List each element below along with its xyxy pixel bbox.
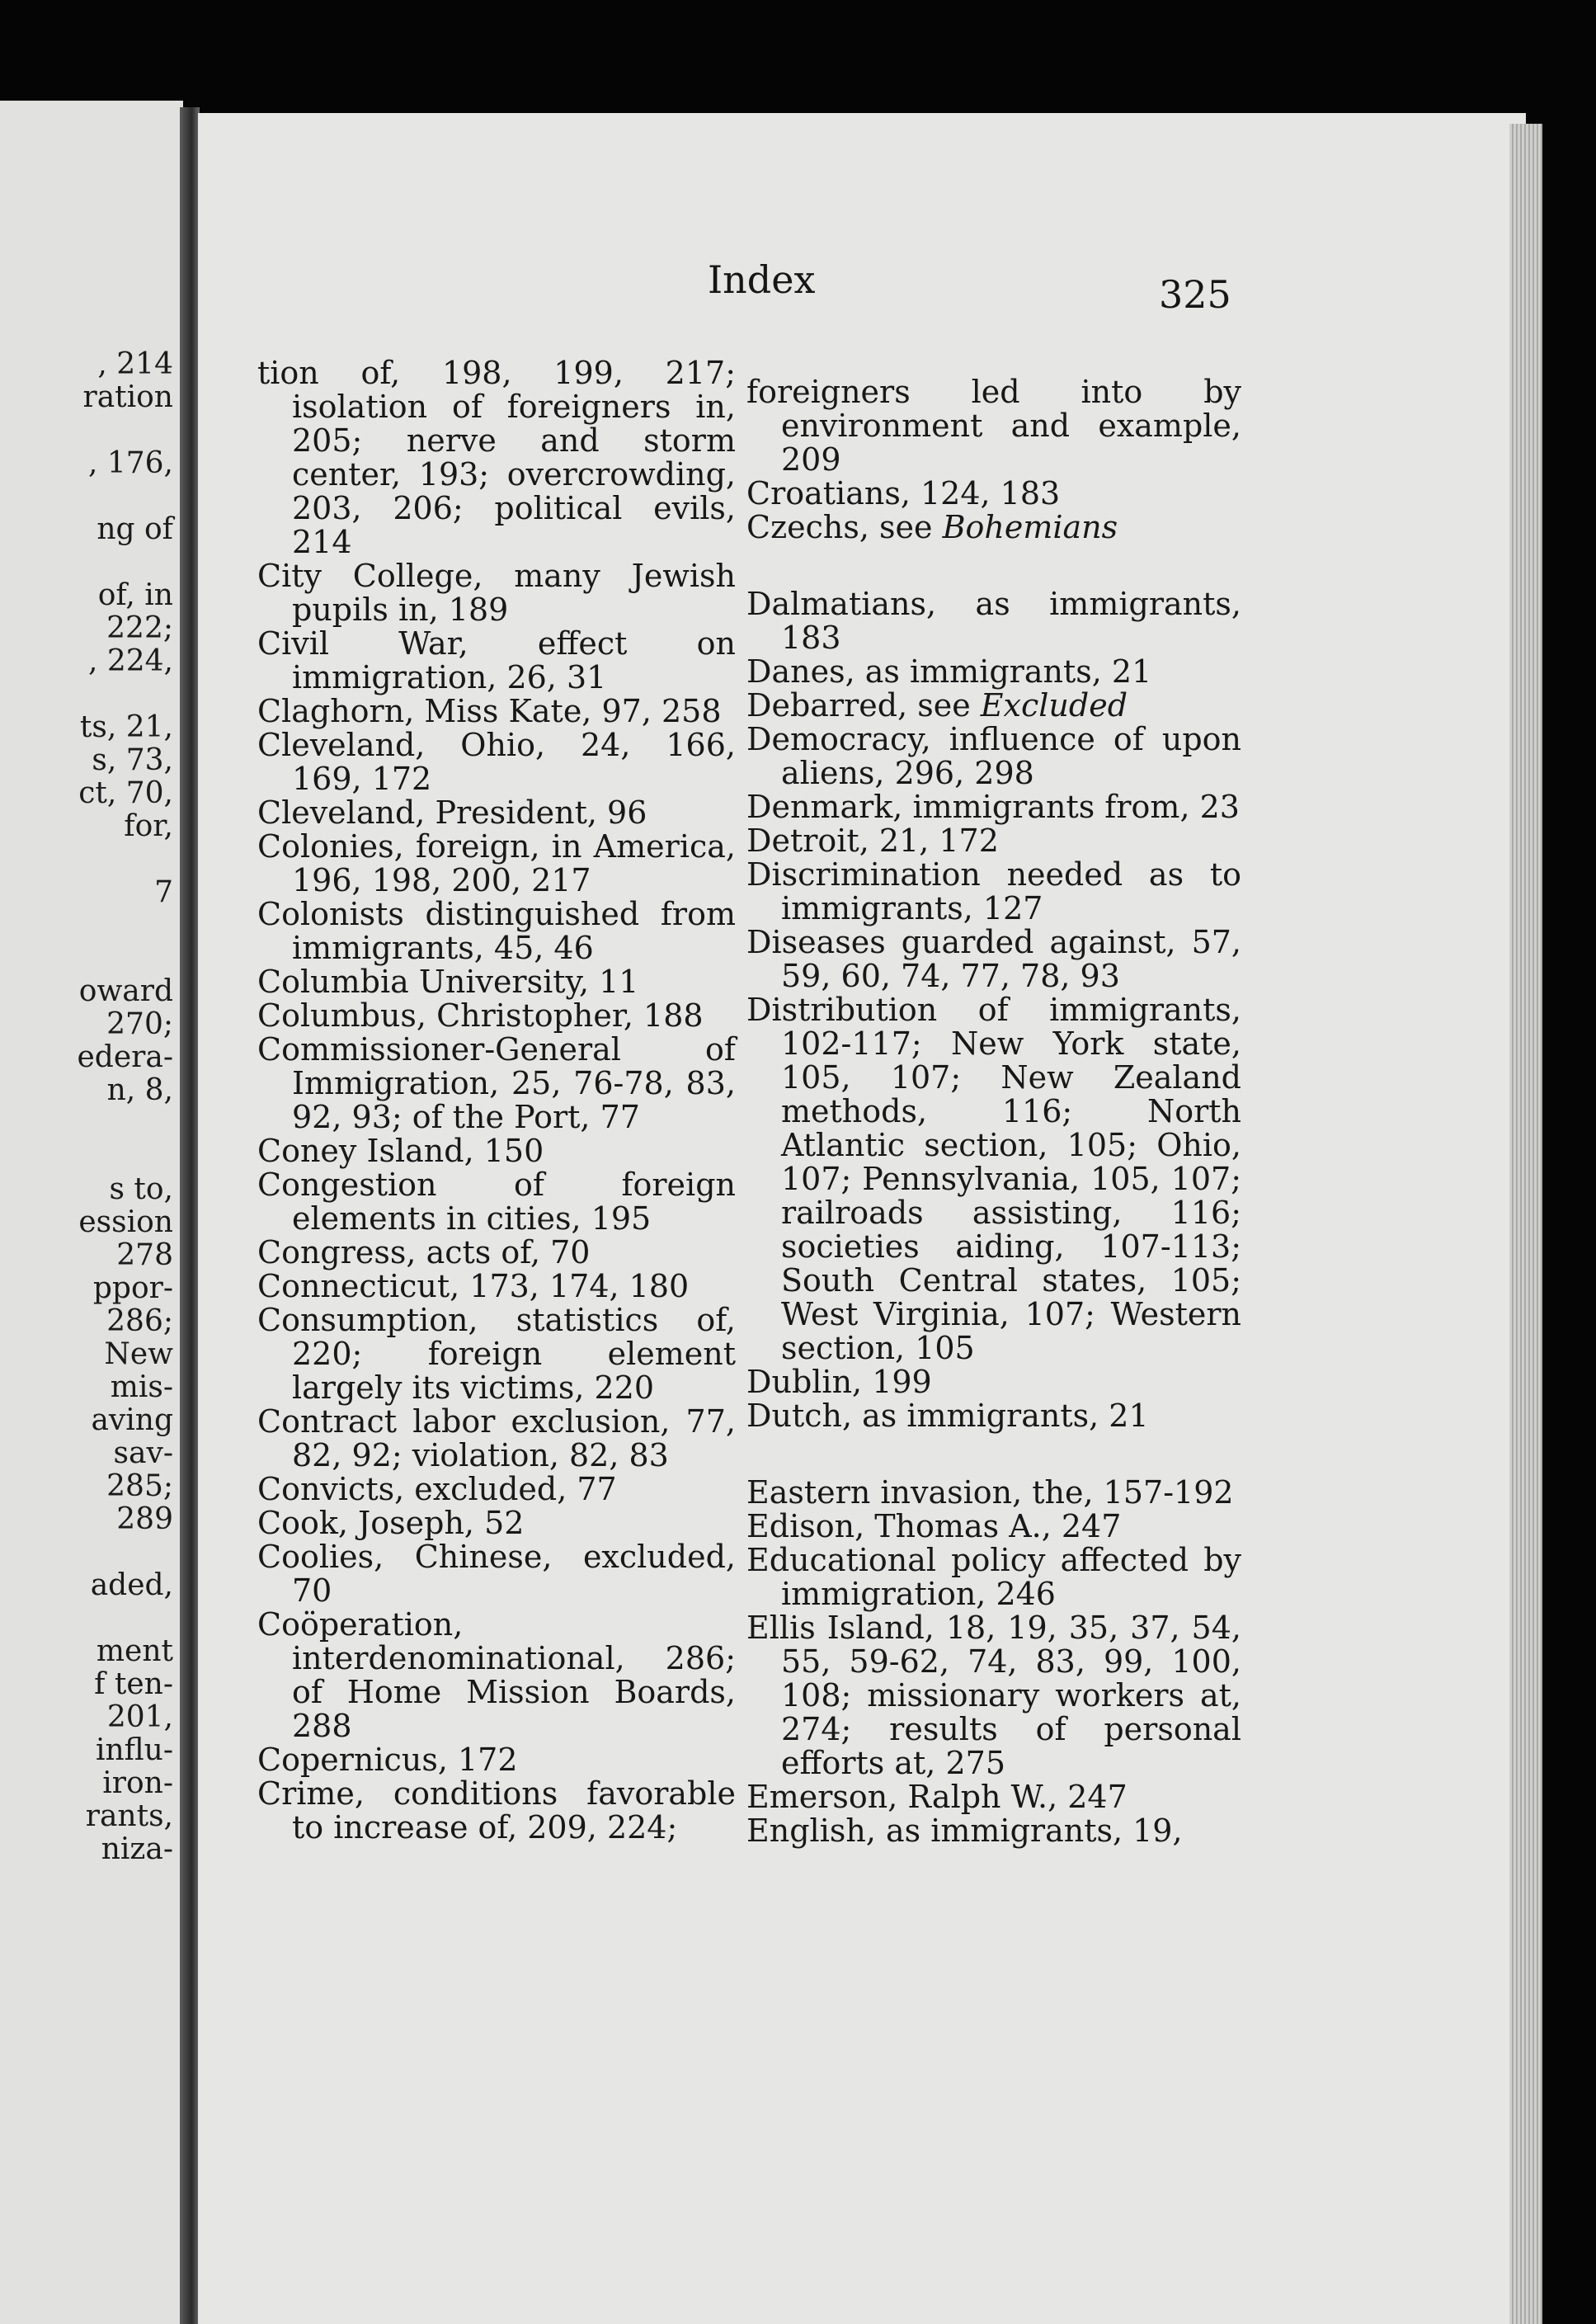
page-edge bbox=[1509, 124, 1542, 2324]
left-page bbox=[0, 101, 183, 2324]
index-column-right bbox=[746, 375, 1241, 1848]
index-entry: Dutch, as immigrants, 21 bbox=[746, 1398, 1149, 1434]
index-entry: Denmark, immigrants from, 23 bbox=[746, 789, 1240, 825]
index-entry: Convicts, excluded, 77 bbox=[257, 1471, 617, 1507]
left-page-line: , 176, bbox=[87, 446, 173, 480]
cross-reference: Excluded bbox=[980, 687, 1128, 724]
index-entry: Edison, Thomas A., 247 bbox=[746, 1508, 1122, 1544]
index-entry: Colonists distinguished from immigrants, 45, 46 bbox=[257, 896, 736, 966]
left-page-line: 201, bbox=[106, 1700, 173, 1734]
left-page-line: ration bbox=[82, 380, 173, 414]
index-group-d-cont bbox=[746, 723, 1241, 1433]
left-page-line bbox=[0, 942, 173, 975]
left-page-line: sav- bbox=[113, 1436, 173, 1470]
index-entry-czechs: Czechs, see Bohemians bbox=[746, 509, 1118, 545]
index-entry: Danes, as immigrants, 21 bbox=[746, 653, 1152, 690]
index-entry: Ellis Island, 18, 19, 35, 37, 54, 55, 59-62, 74, 83, 99, 100, 108; missionary workers at, 274; results of personal efforts at, 275 bbox=[746, 1610, 1241, 1781]
left-page-line: aded, bbox=[90, 1568, 173, 1602]
left-page-line: 286; bbox=[106, 1304, 173, 1338]
left-page-line: ppor- bbox=[92, 1271, 173, 1305]
index-entry: Columbia University, 11 bbox=[257, 964, 639, 1000]
left-page-line: s, 73, bbox=[92, 743, 173, 777]
left-page-line: for, bbox=[124, 809, 173, 843]
left-page-line bbox=[0, 1602, 173, 1635]
page-number: 325 bbox=[1159, 272, 1231, 317]
index-entry: Contract labor exclusion, 77, 82, 92; violation, 82, 83 bbox=[257, 1403, 736, 1473]
index-entry: foreigners led into by environment and example, 209 bbox=[746, 374, 1241, 478]
index-entry: Cleveland, Ohio, 24, 166, 169, 172 bbox=[257, 727, 736, 797]
left-page-line: ts, 21, bbox=[79, 710, 173, 744]
index-entry: Distribution of immigrants, 102-117; New York state, 105, 107; New Zealand methods, 116; North Atlantic section, 105; Ohio, 107; Pennsylvania, 105, 107; railroads assisting, 116; societies aiding, 107-113; South Central states, 105; West Virginia, 107; Western section, 105 bbox=[746, 992, 1241, 1366]
left-page-line: 270; bbox=[106, 1007, 173, 1041]
left-page-line: , 224, bbox=[87, 644, 173, 678]
index-entry: Eastern invasion, the, 157-192 bbox=[746, 1474, 1234, 1511]
left-page-line bbox=[0, 414, 173, 447]
index-entry: Cleveland, President, 96 bbox=[257, 794, 647, 831]
index-entry: Copernicus, 172 bbox=[257, 1742, 518, 1778]
index-entry: Coney Island, 150 bbox=[257, 1133, 544, 1169]
cross-reference: Bohemians bbox=[942, 509, 1118, 545]
left-page-line: niza- bbox=[101, 1832, 173, 1866]
index-column-left bbox=[257, 356, 736, 1845]
left-page-line: 285; bbox=[106, 1469, 173, 1503]
index-group-e bbox=[746, 1476, 1241, 1848]
index-group-c-continued bbox=[746, 375, 1241, 511]
left-page-line: New bbox=[104, 1337, 173, 1371]
index-entry: Coolies, Chinese, excluded, 70 bbox=[257, 1539, 736, 1609]
left-page-line bbox=[0, 480, 173, 513]
index-entry: Coöperation, interdenominational, 286; of Home Mission Boards, 288 bbox=[257, 1606, 736, 1744]
left-page-line: influ- bbox=[95, 1733, 173, 1767]
left-page-line: mis- bbox=[110, 1370, 173, 1404]
left-page-line: 7 bbox=[154, 875, 173, 909]
left-page-line: s to, bbox=[109, 1172, 173, 1206]
index-entry: Croatians, 124, 183 bbox=[746, 475, 1061, 511]
left-page-line bbox=[0, 1107, 173, 1140]
left-page-line: 289 bbox=[116, 1502, 173, 1536]
index-entry: Colonies, foreign, in America, 196, 198, 200, 217 bbox=[257, 828, 736, 898]
index-entry: Educational policy affected by immigration, 246 bbox=[746, 1542, 1241, 1612]
left-page-line bbox=[0, 909, 173, 942]
left-page-line bbox=[0, 546, 173, 579]
left-page-line: 278 bbox=[116, 1238, 173, 1272]
left-page-line: ession bbox=[78, 1205, 173, 1239]
left-page-line: f ten- bbox=[94, 1667, 173, 1701]
index-entry: Discrimination needed as to immigrants, 127 bbox=[746, 856, 1241, 926]
left-page-line: 222; bbox=[106, 611, 173, 645]
left-page-line bbox=[0, 1536, 173, 1569]
index-entry: Commissioner-General of Immigration, 25, 76-78, 83, 92, 93; of the Port, 77 bbox=[257, 1031, 736, 1135]
left-page-line: ment bbox=[96, 1634, 173, 1668]
left-page-line bbox=[0, 678, 173, 711]
left-page-line: of, in bbox=[97, 578, 173, 612]
index-entry: Dalmatians, as immigrants, 183 bbox=[746, 586, 1241, 656]
left-page-line: n, 8, bbox=[106, 1073, 173, 1107]
index-entry: Detroit, 21, 172 bbox=[746, 823, 999, 859]
index-entry: Diseases guarded against, 57, 59, 60, 74, 77, 78, 93 bbox=[746, 924, 1241, 994]
left-page-line: aving bbox=[91, 1403, 173, 1437]
index-entry: Congestion of foreign elements in cities, 195 bbox=[257, 1167, 736, 1237]
index-entry: Democracy, influence of upon aliens, 296, 298 bbox=[746, 721, 1241, 791]
left-page-line: , 214 bbox=[97, 347, 173, 381]
index-entry: Cook, Joseph, 52 bbox=[257, 1505, 525, 1541]
index-entry: Consumption, statistics of, 220; foreign element largely its victims, 220 bbox=[257, 1302, 736, 1406]
index-entry-debarred: Debarred, see Excluded bbox=[746, 687, 1128, 724]
left-page-line: edera- bbox=[77, 1040, 173, 1074]
index-entry: Connecticut, 173, 174, 180 bbox=[257, 1268, 690, 1304]
left-page-line: ct, 70, bbox=[78, 776, 173, 810]
index-entry: City College, many Jewish pupils in, 189 bbox=[257, 558, 736, 628]
left-page-line: oward bbox=[78, 974, 173, 1008]
left-page-line: iron- bbox=[102, 1766, 173, 1800]
index-entry: Crime, conditions favorable to increase of, 209, 224; bbox=[257, 1775, 736, 1846]
index-entry: tion of, 198, 199, 217; isolation of foreigners in, 205; nerve and storm center, 193; overcrowding, 203, 206; political evils, 214 bbox=[257, 355, 736, 560]
index-entry: Emerson, Ralph W., 247 bbox=[746, 1779, 1128, 1815]
index-entry: Claghorn, Miss Kate, 97, 258 bbox=[257, 693, 722, 729]
left-page-line bbox=[0, 843, 173, 876]
index-entry: English, as immigrants, 19, bbox=[746, 1813, 1183, 1849]
left-page-line bbox=[0, 1140, 173, 1173]
index-entry: Civil War, effect on immigration, 26, 31 bbox=[257, 625, 736, 695]
left-page-line: rants, bbox=[85, 1799, 173, 1833]
index-entry: Dublin, 199 bbox=[746, 1364, 932, 1400]
section-gap bbox=[746, 544, 1241, 587]
running-head: Index bbox=[708, 257, 816, 302]
section-gap bbox=[746, 1433, 1241, 1476]
left-page-fragments bbox=[0, 348, 173, 1866]
book-gutter bbox=[180, 107, 200, 2324]
index-group-d bbox=[746, 587, 1241, 689]
left-page-line: ng of bbox=[97, 512, 173, 546]
index-entry: Columbus, Christopher, 188 bbox=[257, 997, 704, 1034]
index-entry: Congress, acts of, 70 bbox=[257, 1234, 591, 1270]
